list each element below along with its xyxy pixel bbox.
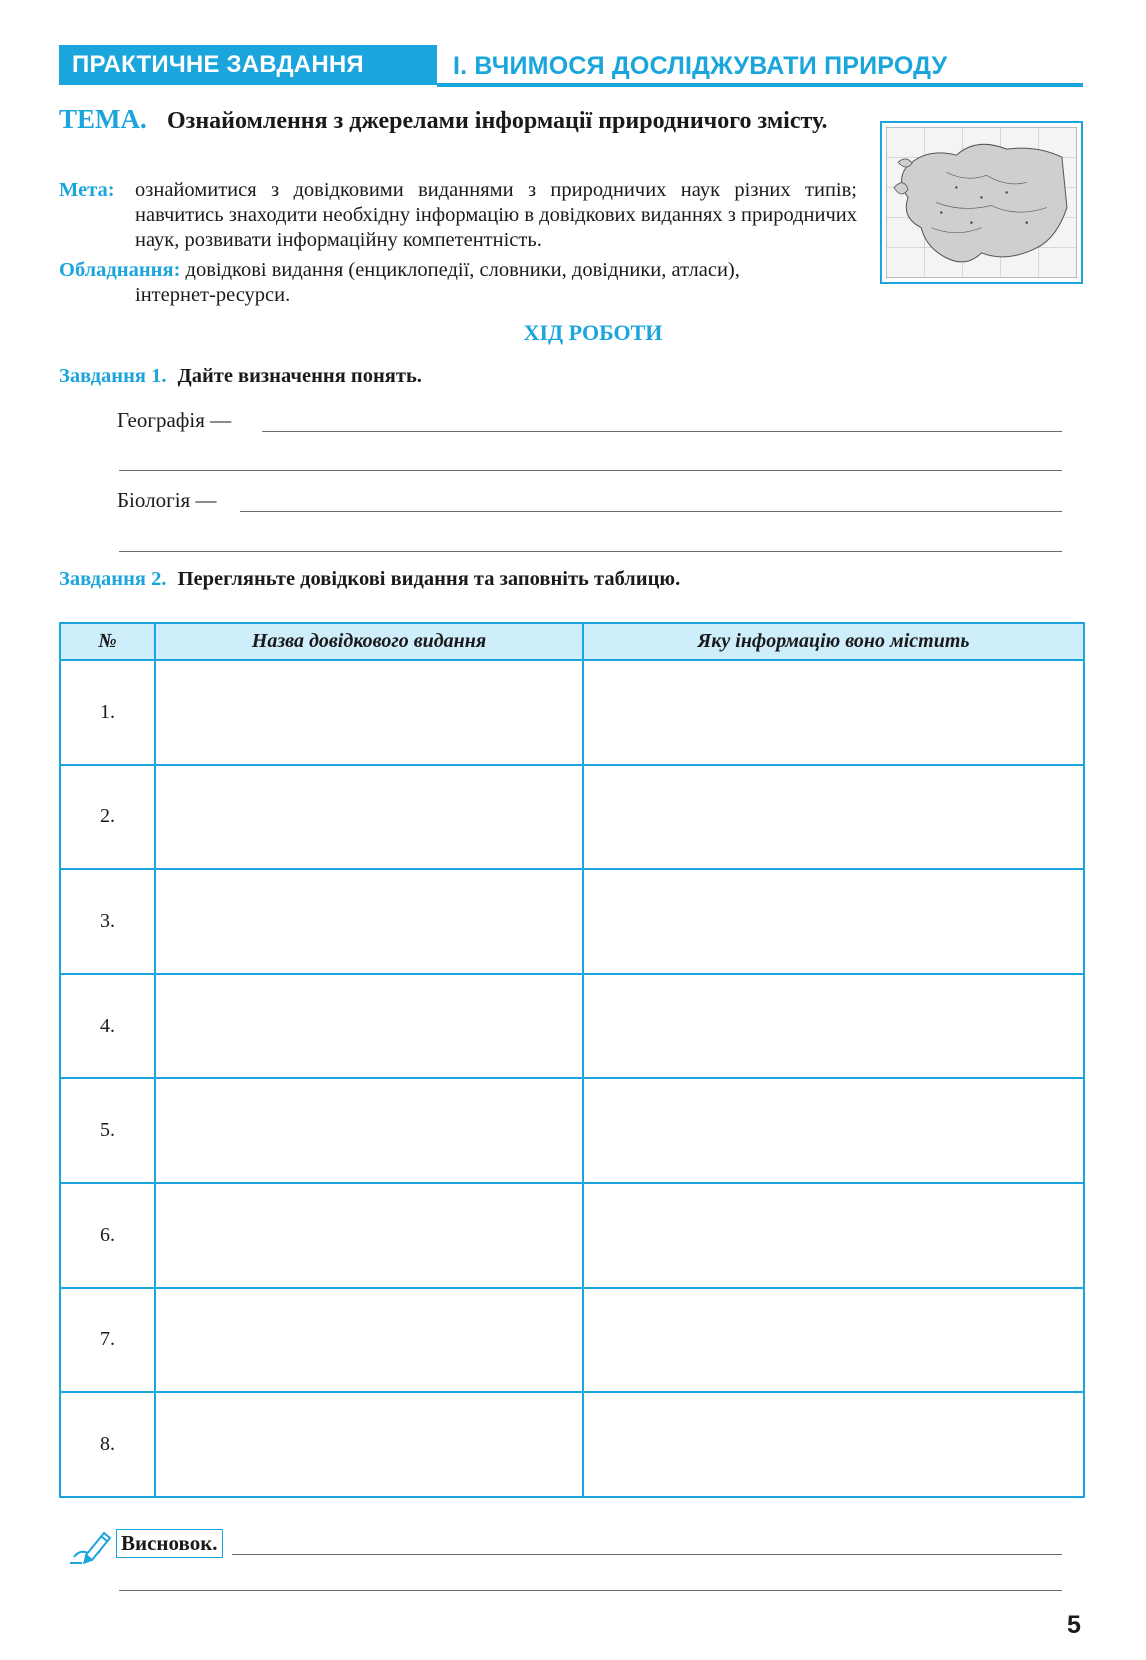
header-rule [437,83,1083,87]
cell-title[interactable] [155,660,583,765]
cell-info[interactable] [583,1288,1084,1393]
answer-line-biology-2[interactable] [119,551,1062,552]
row-number: 3. [60,869,155,974]
answer-line-geography[interactable] [262,431,1062,432]
row-number: 2. [60,765,155,870]
equipment-text-line1: довідкові видання (енциклопедії, словники, довідники, атласи), [185,259,740,281]
equipment-block [59,258,859,308]
workflow-title: ХІД РОБОТИ [523,320,663,345]
term-geography: Географія — [117,408,232,432]
equipment-text-line2: інтернет-ресурси. [135,284,291,306]
cell-title[interactable] [155,1183,583,1288]
answer-line-biology[interactable] [240,511,1062,512]
conclusion-line-1[interactable] [232,1554,1062,1555]
answer-line-geography-2[interactable] [119,470,1062,471]
row-number: 1. [60,660,155,765]
cell-title[interactable] [155,1392,583,1497]
table-row [60,1392,1084,1497]
term-biology: Біологія — [117,488,217,512]
pen-writing-icon [68,1527,114,1567]
cell-title[interactable] [155,765,583,870]
row-number: 5. [60,1078,155,1183]
conclusion-block [68,1527,1088,1597]
europe-map-image [880,121,1083,284]
row-number: 8. [60,1392,155,1497]
task-2-number: Завдання 2. [59,568,167,590]
table-header-row [60,623,1084,660]
page-number: 5 [1067,1611,1081,1639]
task-1-number: Завдання 1. [59,365,167,387]
practical-task-label: ПРАКТИЧНЕ ЗАВДАННЯ [59,45,437,85]
cell-info[interactable] [583,869,1084,974]
reference-table [59,622,1085,1498]
row-number: 7. [60,1288,155,1393]
conclusion-label: Висновок. [116,1529,223,1558]
task-2-heading [59,568,680,591]
cell-info[interactable] [583,974,1084,1079]
task-2-text: Перегляньте довідкові видання та заповніть таблицю. [177,568,681,590]
row-number: 6. [60,1183,155,1288]
cell-title[interactable] [155,1078,583,1183]
table-row [60,974,1084,1079]
column-header-number: № [60,623,155,660]
cell-info[interactable] [583,1183,1084,1288]
task-1-heading [59,365,422,388]
task-1-text: Дайте визначення понять. [177,365,422,387]
table-row [60,869,1084,974]
cell-info[interactable] [583,660,1084,765]
table-row [60,1183,1084,1288]
topic-text: Ознайомлення з джерелами інформації природничого змісту. [167,108,828,134]
table-row [60,660,1084,765]
column-header-title: Назва довідкового видання [155,623,583,660]
section-title: І. ВЧИМОСЯ ДОСЛІДЖУВАТИ ПРИРОДУ [453,52,948,80]
page-header [59,45,1083,87]
cell-info[interactable] [583,1392,1084,1497]
conclusion-line-2[interactable] [119,1590,1062,1591]
cell-title[interactable] [155,1288,583,1393]
topic-label: ТЕМА. [59,104,147,134]
row-number: 4. [60,974,155,1079]
column-header-info: Яку інформацію воно містить [583,623,1084,660]
goal-label: Мета: [59,179,115,201]
cell-info[interactable] [583,765,1084,870]
cell-title[interactable] [155,869,583,974]
table-row [60,1288,1084,1393]
table-row [60,765,1084,870]
goal-text: ознайомитися з довідковими виданнями з природничих наук різних типів; навчитись знаходити необхідну інформацію в довідкових виданнях з природничих наук, розвивати інформаційну компетентність. [135,179,858,251]
table-row [60,1078,1084,1183]
cell-info[interactable] [583,1078,1084,1183]
equipment-label: Обладнання: [59,259,181,281]
cell-title[interactable] [155,974,583,1079]
